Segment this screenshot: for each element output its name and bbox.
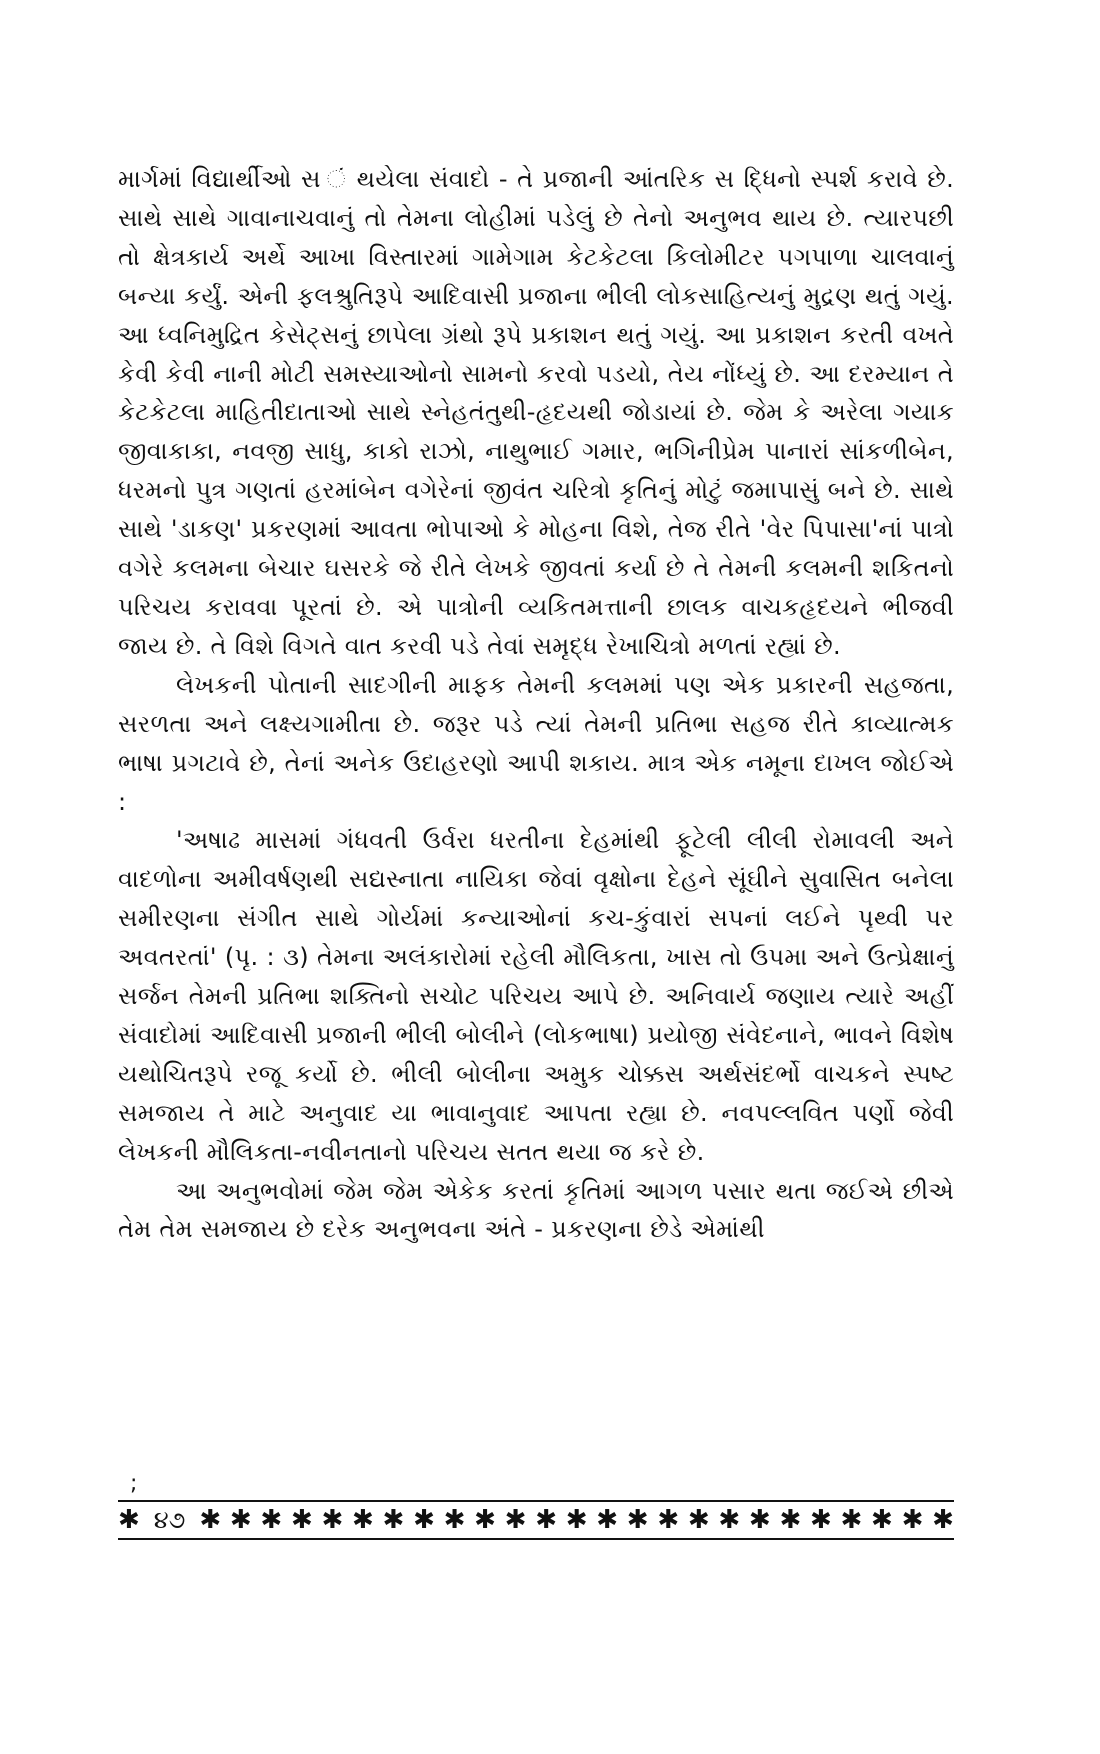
footer-star-icon: ✱ <box>779 1505 802 1535</box>
footer-star-icon: ✱ <box>718 1505 741 1535</box>
footer-star-icon: ✱ <box>504 1505 527 1535</box>
page-footer <box>118 1498 954 1542</box>
footer-star-icon: ✱ <box>748 1505 771 1535</box>
footer-star-icon: ✱ <box>565 1505 588 1535</box>
page-number: ૪૭ <box>153 1506 186 1534</box>
paragraph-2: લેખકની પોતાની સાદગીની માફક તેમની કલમમાં પણ એક પ્રકારની સહજતા, સરળતા અને લક્ષ્યગામીતા છે. જરૂર પડે ત્યાં તેમની પ્રતિભા સહજ રીતે કાવ્યાત્મક ભાષા પ્રગટાવે છે, તેનાં અનેક ઉદાહરણો આપી શકાય. માત્ર એક નમૂના દાખલ જોઈએ : <box>118 670 954 816</box>
footer-star-icon: ✱ <box>809 1505 832 1535</box>
footer-star-icon: ✱ <box>932 1505 954 1535</box>
footer-star-ornament <box>199 1507 954 1533</box>
footer-rule-bottom <box>118 1538 954 1540</box>
footer-star-icon: ✱ <box>199 1505 222 1535</box>
footer-star-icon: ✱ <box>260 1505 283 1535</box>
footer-star-icon: ✱ <box>840 1505 863 1535</box>
stray-mark: ; <box>130 1471 138 1496</box>
footer-star-icon: ✱ <box>352 1505 374 1535</box>
footer-star-icon: ✱ <box>901 1505 924 1535</box>
footer-star-icon: ✱ <box>321 1505 344 1535</box>
paragraph-3-quotation: 'અષાઢ માસમાં ગંધવતી ઉર્વરા ધરતીના દેહમાંથી ફૂટેલી લીલી રોમાવલી અને વાદળોના અમીવર્ષણથી સદ્યસ્નાતા નાયિકા જેવાં વૃક્ષોના દેહને સૂંઘીને સુવાસિત બનેલા સમીરણના સંગીત સાથે ગોર્યમાં કન્યાઓનાં કચ-કુંવારાં સપનાં લઈને પૃથ્વી પર અવતરતાં' (પૃ. : ૩) તેમના અલંકારોમાં રહેલી મૌલિકતા, ખાસ તો ઉપમા અને ઉત્પ્રેક્ષાનું સર્જન તેમની પ્રતિભા શક્તિનો સચોટ પરિચય આપે છે. અનિવાર્ય જણાય ત્યારે અહીં સંવાદોમાં આદિવાસી પ્રજાની ભીલી બોલીને (લોકભાષા) પ્રયોજી સંવેદનાને, ભાવને વિશેષ યથોચિતરૂપે રજૂ કર્યો છે. ભીલી બોલીના અમુક ચોક્કસ અર્થસંદર્ભો વાચકને સ્પષ્ટ સમજાય તે માટે અનુવાદ યા ભાવાનુવાદ આપતા રહ્યા છે. નવપલ્લવિત પર્ણો જેવી લેખકની મૌલિકતા-નવીનતાનો પરિચય સતત થયા જ કરે છે. <box>118 826 954 1166</box>
footer-rule-top <box>118 1500 954 1502</box>
footer-star-icon: ✱ <box>535 1505 557 1535</box>
footer-star-icon: ✱ <box>596 1505 619 1535</box>
footer-star-icon: ✱ <box>657 1505 680 1535</box>
footer-star-icon: ✱ <box>413 1505 435 1535</box>
footer-star-icon: ✱ <box>443 1505 466 1535</box>
footer-star-icon: ✱ <box>290 1505 313 1535</box>
footer-star-icon: ✱ <box>871 1505 893 1535</box>
footer-star-icon: ✱ <box>626 1505 649 1535</box>
footer-star-icon: ✱ <box>474 1505 496 1535</box>
footer-star-icon: ✱ <box>229 1505 252 1535</box>
body-text <box>118 160 954 1249</box>
paragraph-4: આ અનુભવોમાં જેમ જેમ એકેક કરતાં કૃતિમાં આગળ પસાર થતા જઈએ છીએ તેમ તેમ સમજાય છે દરેક અનુભવના અંતે - પ્રકરણના છેડે એમાંથી <box>118 1176 954 1244</box>
paragraph-1: માર્ગમાં વિદ્યાર્થીઓ સ ં થયેલા સંવાદો - તે પ્રજાની આંતરિક સ દ્ધિનો સ્પર્શ કરાવે છે. સાથે સાથે ગાવાનાચવાનું તો તેમના લોહીમાં પડેલું છે તેનો અનુભવ થાય છે. ત્યારપછી તો ક્ષેત્રકાર્ય અર્થે આખા વિસ્તારમાં ગામેગામ કેટકેટલા કિલોમીટર પગપાળા ચાલવાનું બન્યા કર્યું. એની ફલશ્રુતિરૂપે આદિવાસી પ્રજાના ભીલી લોકસાહિત્યનું મુદ્રણ થતું ગયું. આ ધ્વનિમુદ્રિત કેસેટ્સનું છાપેલા ગ્રંથો રૂપે પ્રકાશન થતું ગયું. આ પ્રકાશન કરતી વખતે કેવી કેવી નાની મોટી સમસ્યાઓનો સામનો કરવો પડયો, તેય નોંધ્યું છે. આ દરમ્યાન તે કેટકેટલા માહિતીદાતાઓ સાથે સ્નેહતંતુથી-હૃદયથી જોડાયાં છે. જેમ કે અરેલા ગયાક જીવાકાકા, નવજી સાધુ, કાકો રાઝો, નાથુભાઈ ગમાર, ભગિનીપ્રેમ પાનારાં સાંકળીબેન, ધરમનો પુત્ર ગણતાં હરમાંબેન વગેરેનાં જીવંત ચરિત્રો કૃતિનું મોટું જમાપાસું બને છે. સાથે સાથે 'ડાકણ' પ્રકરણમાં આવતા ભોપાઓ કે મોહના વિશે, તેજ રીતે 'વેર પિપાસા'નાં પાત્રો વગેરે કલમના બેચાર ઘસરકે જે રીતે લેખકે જીવતાં કર્યા છે તે તેમની કલમની શકિતનો પરિચય કરાવવા પૂરતાં છે. એ પાત્રોની વ્યકિતમત્તાની છાલક વાચકહૃદયને ભીજવી જાય છે. તે વિશે વિગતે વાત કરવી પડે તેવાં સમૃદ્ધ રેખાચિત્રો મળતાં રહ્યાં છે. <box>118 165 954 660</box>
footer-star-icon: ✱ <box>687 1505 710 1535</box>
footer-star-icon: ✱ <box>118 1505 140 1535</box>
footer-star-icon: ✱ <box>382 1505 405 1535</box>
